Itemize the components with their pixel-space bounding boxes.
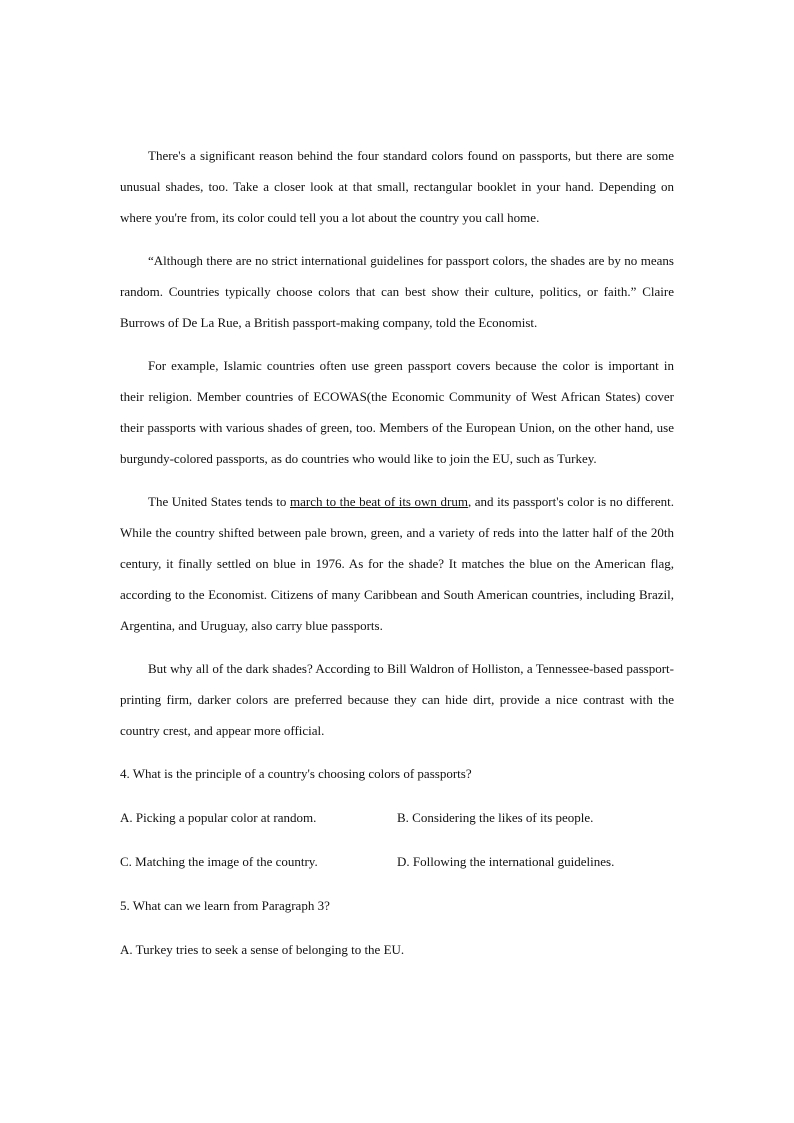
paragraph-4-start: The United States tends to xyxy=(148,494,290,509)
question-4-option-c: C. Matching the image of the country. xyxy=(120,854,318,869)
document-page xyxy=(120,140,674,978)
question-4-options-row-1 xyxy=(120,802,674,833)
question-5-option-a: A. Turkey tries to seek a sense of belonging to the EU. xyxy=(120,942,405,957)
question-4-option-b: B. Considering the likes of its people. xyxy=(397,810,594,825)
underlined-phrase: march to the beat of its own drum xyxy=(289,494,468,509)
paragraph-2: “Although there are no strict international guidelines for passport colors, the shades are by no means random. Countries typically choose colors that can best show their culture, politics, or faith.” Claire Burrows of De La Rue, a British passport-making company, told the Economist. xyxy=(120,253,674,330)
question-4-option-d: D. Following the international guidelines. xyxy=(397,854,615,869)
paragraph-5: But why all of the dark shades? According to Bill Waldron of Holliston, a Tennessee-based passport-printing firm, darker colors are preferred because they can hide dirt, provide a nice contrast with the country crest, and appear more official. xyxy=(120,661,674,738)
question-4-stem: 4. What is the principle of a country's choosing colors of passports? xyxy=(120,766,472,781)
question-5-stem: 5. What can we learn from Paragraph 3? xyxy=(120,898,330,913)
question-4-option-a: A. Picking a popular color at random. xyxy=(120,810,317,825)
paragraph-1: There's a significant reason behind the four standard colors found on passports, but there are some unusual shades, too. Take a closer look at that small, rectangular booklet in your hand. Depending on where you're from, its color could tell you a lot about the country you call home. xyxy=(120,148,674,225)
question-4-options-row-2 xyxy=(120,846,674,877)
paragraph-4-rest: , and its passport's color is no different. While the country shifted between pale brown, green, and a variety of reds into the latter half of the 20th century, it finally settled on blue in 1976. As for the shade? It matches the blue on the American flag, according to the Economist. Citizens of many Caribbean and South American countries, including Brazil, Argentina, and Uruguay, also carry blue passports. xyxy=(120,494,674,633)
paragraph-4 xyxy=(120,486,674,641)
paragraph-3: For example, Islamic countries often use green passport covers because the color is important in their religion. Member countries of ECOWAS(the Economic Community of West African States) cover their passports with various shades of green, too. Members of the European Union, on the other hand, use burgundy-colored passports, as do countries who would like to join the EU, such as Turkey. xyxy=(120,358,674,466)
